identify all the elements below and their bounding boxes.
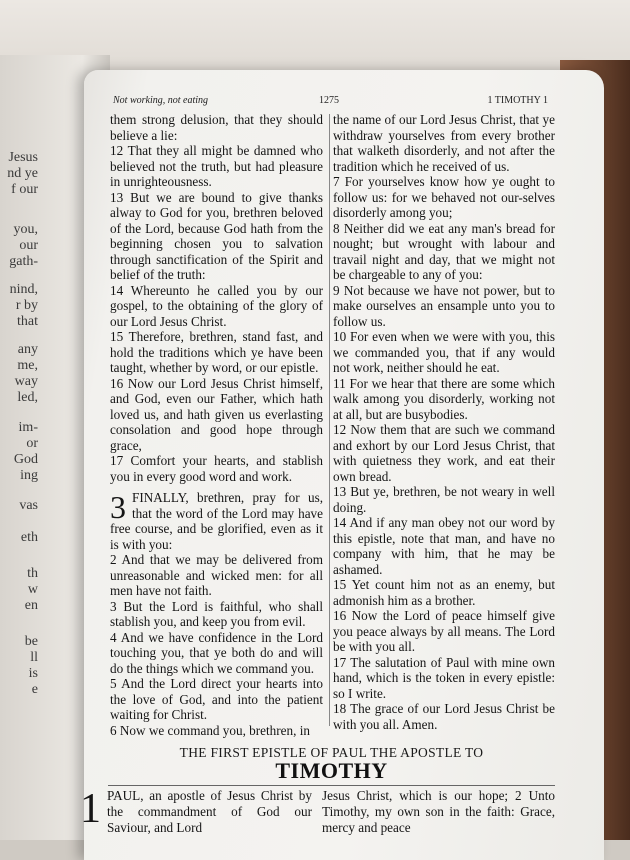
epistle-subtitle: THE FIRST EPISTLE OF PAUL THE APOSTLE TO <box>179 745 484 760</box>
timothy-right-column <box>322 788 555 836</box>
running-header: Not working, not eating <box>113 95 208 106</box>
chapter-3-opening <box>110 490 323 552</box>
verse: 4 And we have confidence in the Lord touching you, that ye both do and will do the things which we command you. <box>110 629 323 676</box>
verse: 10 For even when we were with you, this we commanded you, that if any would not work, neither should he eat. <box>333 329 555 375</box>
verse: 17 Comfort your hearts, and stablish you in every good word and work. <box>110 453 323 484</box>
facing-page-fragment: is <box>28 666 38 681</box>
facing-page-fragment: our <box>19 238 38 253</box>
verse: 7 For yourselves know how ye ought to follow us: for we behaved not our-selves disorderly among you; <box>333 174 555 220</box>
chapter-number: 3 <box>110 489 126 525</box>
verse: 13 But ye, brethren, be not weary in well doing. <box>333 484 555 515</box>
chapter-number: 1 <box>80 786 101 832</box>
verse: 14 Whereunto he called you by our gospel, to the obtaining of the glory of our Lord Jesus Christ. <box>110 282 323 329</box>
facing-page-fragment: any <box>17 342 38 357</box>
facing-page-fragment: ing <box>20 468 38 483</box>
verse: 17 The salutation of Paul with mine own hand, which is the token in every epistle: so I write. <box>333 654 555 701</box>
left-text-column <box>110 112 323 738</box>
facing-page-fragment: e <box>31 682 38 697</box>
book-title: TIMOTHY <box>275 758 388 783</box>
verse: 16 Now the Lord of peace himself give you peace always by all means. The Lord be with you all. <box>333 608 555 654</box>
right-text-column <box>333 112 555 732</box>
facing-page-fragment: or <box>26 436 38 451</box>
page-number: 1275 <box>319 95 339 106</box>
book-chapter-header: 1 TIMOTHY 1 <box>487 95 548 106</box>
verse: 9 Not because we have not power, but to make ourselves an ensample unto you to follow us. <box>333 282 555 329</box>
facing-page-fragment: vas <box>19 498 38 513</box>
column-divider <box>329 114 330 726</box>
facing-page-fragment: nd ye <box>7 166 38 181</box>
verse: 8 Neither did we eat any man's bread for nought; but wrought with labour and travail night and day, that we might not be chargeable to any of you: <box>333 220 555 282</box>
facing-page-fragment: nind, <box>9 282 38 297</box>
facing-page-fragment: r by <box>15 298 38 313</box>
verse: PAUL, an apostle of Jesus Christ by the commandment of God our Saviour, and Lord <box>107 788 312 835</box>
verse: Jesus Christ, which is our hope; 2 Unto Timothy, my own son in the faith: Grace, mercy and peace <box>322 788 555 835</box>
verse: FINALLY, brethren, pray for us, that the word of the Lord may have free course, and be glorified, even as it is with you: <box>110 490 323 552</box>
verse: 13 But we are bound to give thanks alway to God for you, brethren beloved of the Lord, because God hath from the beginning chosen you to salvation through sanctification of the Spirit and belief of the truth: <box>110 189 323 282</box>
facing-page-fragment: that <box>17 314 38 329</box>
verse: 3 But the Lord is faithful, who shall stablish you, and keep you from evil. <box>110 598 323 629</box>
facing-page-fragment: be <box>24 634 38 649</box>
facing-page-fragment: th <box>27 566 38 581</box>
facing-page-fragment: f our <box>11 182 38 197</box>
verse: 18 The grace of our Lord Jesus Christ be with you all. Amen. <box>333 701 555 732</box>
facing-page-fragment: w <box>27 582 38 597</box>
facing-page-fragment: gath- <box>9 254 38 269</box>
timothy-left-column <box>80 788 312 836</box>
verse: 15 Therefore, brethren, stand fast, and hold the traditions which ye have been taught, whether by word, or our epistle. <box>110 329 323 375</box>
heading-rule <box>108 785 555 786</box>
verse: 15 Yet count him not as an enemy, but admonish him as a brother. <box>333 577 555 608</box>
facing-page-fragment: way <box>14 374 38 389</box>
facing-page-fragment: eth <box>20 530 38 545</box>
facing-page-fragment: ll <box>30 650 38 665</box>
verse: 14 And if any man obey not our word by this epistle, note that man, and have no company with him, that he may be ashamed. <box>333 515 555 577</box>
facing-page-fragment: en <box>24 598 38 613</box>
facing-page-fragment: im- <box>18 420 38 435</box>
facing-page-fragment: God <box>13 452 38 467</box>
facing-page-fragment: Jesus <box>8 150 38 165</box>
verse: 12 That they all might be damned who believed not the truth, but had pleasure in unrighteousness. <box>110 143 323 189</box>
verse: 2 And that we may be delivered from unreasonable and wicked men: for all men have not faith. <box>110 552 323 598</box>
verse: 11 For we hear that there are some which walk among you disorderly, working not at all, but are busybodies. <box>333 375 555 422</box>
verse: 16 Now our Lord Jesus Christ himself, and God, even our Father, which hath loved us, and hath given us everlasting consolation and good hope through grace, <box>110 375 323 453</box>
verse: 6 Now we command you, brethren, in <box>110 722 310 738</box>
verse: 5 And the Lord direct your hearts into the love of God, and into the patient waiting for Christ. <box>110 676 323 722</box>
facing-page-fragment: me, <box>17 358 38 373</box>
verse: them strong delusion, that they should believe a lie: <box>110 112 323 143</box>
verse: the name of our Lord Jesus Christ, that ye withdraw yourselves from every brother that walketh disorderly, and not after the tradition which he received of us. <box>333 112 555 174</box>
verse: 12 Now them that are such we command and exhort by our Lord Jesus Christ, that with quietness they work, and eat their own bread. <box>333 422 555 484</box>
facing-page-fragment: you, <box>13 222 38 237</box>
facing-page-fragment: led, <box>17 390 38 405</box>
